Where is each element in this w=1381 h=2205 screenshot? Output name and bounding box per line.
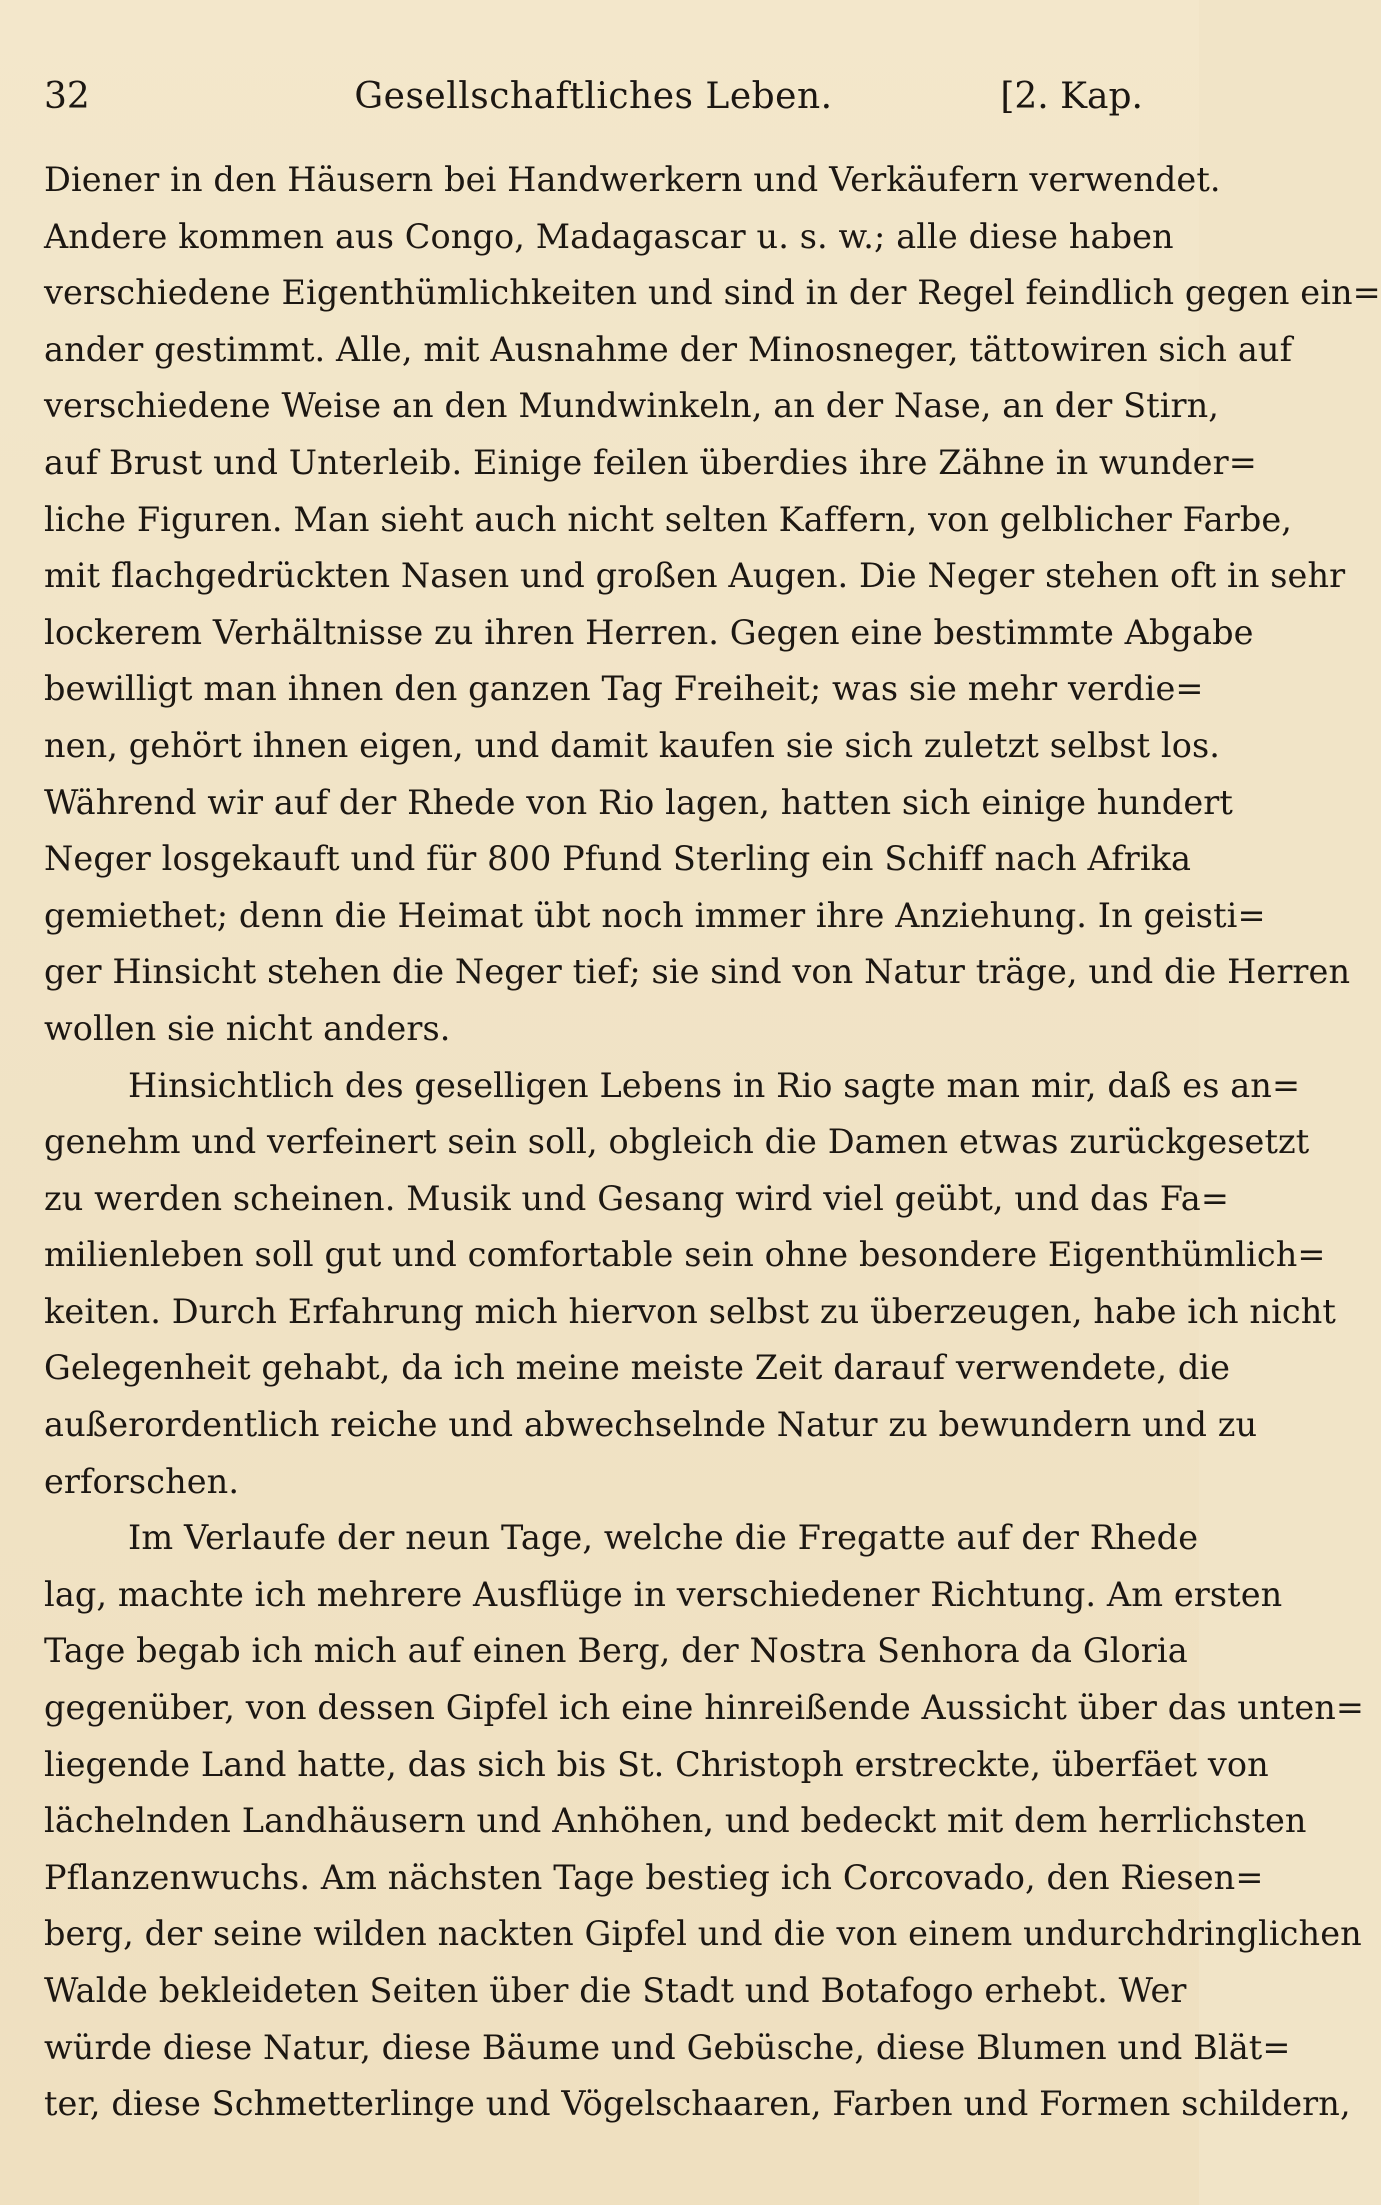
text-line: lächelnden Landhäusern und Anhöhen, und bedeckt mit dem herrlichsten [44,1801,1307,1841]
text-line: liegende Land hatte, das sich bis St. Christoph erstreckte, überfäet von [44,1744,1269,1784]
text-line: milienleben soll gut und comfortable sein ohne besondere Eigenthümlich= [44,1235,1326,1275]
text-line: auf Brust und Unterleib. Einige feilen überdies ihre Zähne in wunder= [44,442,1257,482]
text-line: lag, machte ich mehrere Ausflüge in verschiedener Richtung. Am ersten [44,1574,1283,1614]
text-line: Tage begab ich mich auf einen Berg, der Nostra Senhora da Gloria [44,1631,1188,1671]
text-line: Gelegenheit gehabt, da ich meine meiste Zeit darauf verwendete, die [44,1348,1231,1388]
text-line: lockerem Verhältnisse zu ihren Herren. Gegen eine bestimmte Abgabe [44,612,1254,652]
text-line: verschiedene Eigenthümlichkeiten und sind in der Regel feindlich gegen ein= [44,273,1381,313]
running-title: Gesellschaftliches Leben. [354,76,833,117]
text-line: ger Hinsicht stehen die Neger tief; sie sind von Natur träge, und die Herren [44,952,1351,992]
text-line: bewilligt man ihnen den ganzen Tag Freiheit; was sie mehr verdie= [44,669,1204,709]
text-line: Pflanzenwuchs. Am nächsten Tage bestieg ich Corcovado, den Riesen= [44,1857,1264,1897]
chapter-reference: [2. Kap. [1000,76,1143,117]
paragraph-start-line: Hinsichtlich des geselligen Lebens in Rio sagte man mir, daß es an= [128,1065,1301,1105]
paragraph-end-line: erforschen. [44,1461,240,1501]
text-line: gemiethet; denn die Heimat übt noch immer ihre Anziehung. In geisti= [44,895,1266,935]
paragraph-start-line: Im Verlaufe der neun Tage, welche die Fregatte auf der Rhede [128,1518,1199,1558]
text-line: berg, der seine wilden nackten Gipfel und die von einem undurchdringlichen [44,1914,1362,1954]
text-line: außerordentlich reiche und abwechselnde Natur zu bewundern und zu [44,1405,1258,1445]
text-line: gegenüber, von dessen Gipfel ich eine hinreißende Aussicht über das unten= [44,1688,1365,1728]
text-line: Diener in den Häusern bei Handwerkern und Verkäufern verwendet. [44,160,1221,199]
text-line: ander gestimmt. Alle, mit Ausnahme der Minosneger, tättowiren sich auf [44,329,1293,369]
page-number: 32 [44,76,90,117]
text-line: Neger losgekauft und für 800 Pfund Sterling ein Schiff nach Afrika [44,839,1192,879]
text-line: verschiedene Weise an den Mundwinkeln, an der Nase, an der Stirn, [44,386,1220,426]
text-line: keiten. Durch Erfahrung mich hiervon selbst zu überzeugen, habe ich nicht [44,1291,1336,1331]
text-line: würde diese Natur, diese Bäume und Gebüsche, diese Blumen und Blät= [44,2027,1291,2067]
paragraph-end-line: wollen sie nicht anders. [44,1008,451,1048]
text-line: genehm und verfeinert sein soll, obgleich die Damen etwas zurückgesetzt [44,1122,1310,1162]
text-line: nen, gehört ihnen eigen, und damit kaufen sie sich zuletzt selbst los. [44,725,1221,765]
text-line: zu werden scheinen. Musik und Gesang wird viel geübt, und das Fa= [44,1178,1230,1218]
text-line: Walde bekleideten Seiten über die Stadt und Botafogo erhebt. Wer [44,1971,1187,2010]
body-text [44,152,1381,2133]
text-line: mit flachgedrückten Nasen und großen Augen. Die Neger stehen oft in sehr [44,556,1346,596]
text-line: Andere kommen aus Congo, Madagascar u. s. w.; alle diese haben [44,216,1174,256]
page-header [44,72,1143,122]
text-line: Während wir auf der Rhede von Rio lagen, hatten sich einige hundert [44,782,1233,822]
text-line: ter, diese Schmetterlinge und Vögelschaaren, Farben und Formen schildern, [44,2084,1351,2124]
text-line: liche Figuren. Man sieht auch nicht selten Kaffern, von gelblicher Farbe, [44,499,1293,539]
